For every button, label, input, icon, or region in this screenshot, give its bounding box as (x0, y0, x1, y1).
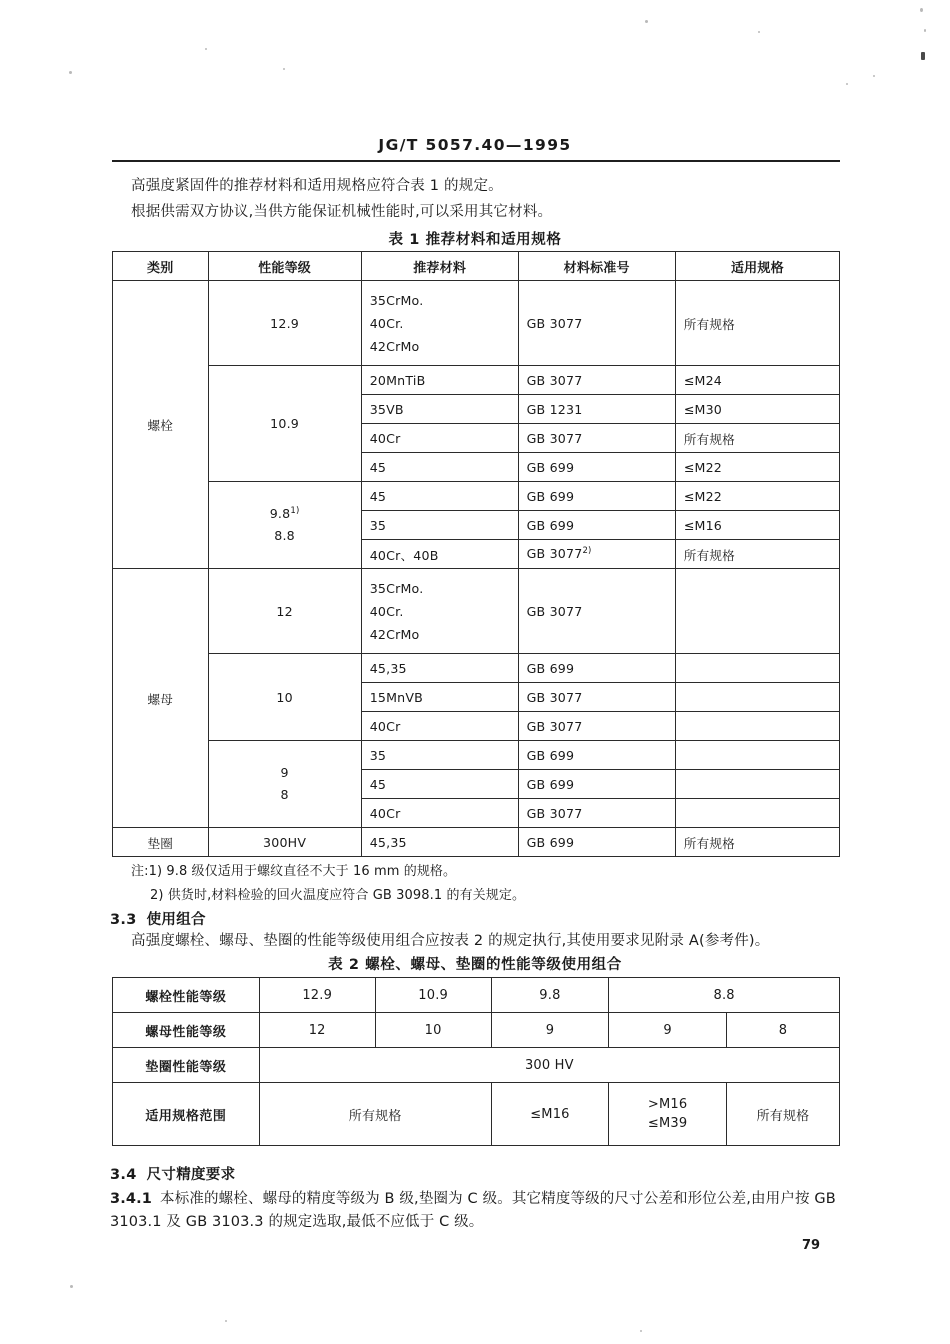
table2-row-label: 垫圈性能等级 (113, 1048, 260, 1083)
table2-row (113, 1083, 840, 1146)
table2-cell: 8.8 (609, 978, 840, 1013)
table2-cell: 9.8 (491, 978, 609, 1013)
table1-cell-standard: GB 699 (518, 770, 675, 799)
document-standard-code: JG/T 5057.40—1995 (378, 136, 572, 154)
header-divider-rule (112, 160, 840, 162)
table2-row-label: 螺栓性能等级 (113, 978, 260, 1013)
scan-speckle (758, 31, 760, 33)
table1-cell-standard: GB 1231 (518, 395, 675, 424)
table1-cell-standard: GB 3077 (518, 683, 675, 712)
table1-cell-grade: 12 (208, 569, 361, 654)
table2-cell: 9 (491, 1013, 609, 1048)
clause-3-4-title: 尺寸精度要求 (146, 1167, 236, 1183)
scan-speckle (225, 1320, 227, 1322)
clause-3-4-1-number: 3.4.1 (110, 1191, 153, 1207)
table1-cell-material: 40Cr (361, 799, 518, 828)
table1-cell-material: 45 (361, 770, 518, 799)
table1-cell-grade: 10.9 (208, 366, 361, 482)
table1-cell-standard: GB 3077 (518, 366, 675, 395)
table1-cell-material: 40Cr (361, 424, 518, 453)
table1-cell-spec: ≤M30 (675, 395, 839, 424)
table2-cell: 所有规格 (726, 1083, 839, 1146)
clause-3-3-title: 使用组合 (146, 912, 206, 928)
table1-row (113, 741, 840, 770)
scan-speckle (924, 29, 926, 32)
table2-cell: 10.9 (375, 978, 491, 1013)
page-number: 79 (802, 1238, 821, 1253)
table2-cell: >M16 ≤M39 (609, 1083, 727, 1146)
table1-cell-standard: GB 3077 (518, 712, 675, 741)
table1-row (113, 654, 840, 683)
table1-cell-standard: GB 3077 (518, 424, 675, 453)
scan-speckle (283, 68, 285, 70)
table1-cell-standard: GB 699 (518, 828, 675, 857)
table2-cell: 8 (726, 1013, 839, 1048)
table1-row (113, 482, 840, 511)
table1-note-2: 2) 供货时,材料检验的回火温度应符合 GB 3098.1 的有关规定。 (150, 888, 526, 903)
table1-cell-spec: ≤M16 (675, 511, 839, 540)
table1-cell-material: 45,35 (361, 828, 518, 857)
table1-cell-spec: 所有规格 (675, 540, 839, 569)
table2-cell: 300 HV (259, 1048, 839, 1083)
table1-cell-standard: GB 3077 (518, 281, 675, 366)
table1-cell-material: 40Cr (361, 712, 518, 741)
table1-cell-material: 45 (361, 482, 518, 511)
table1-col-header-material: 推荐材料 (361, 252, 518, 281)
table1-cell-grade: 12.9 (208, 281, 361, 366)
table1-row (113, 366, 840, 395)
table1-cell-standard: GB 3077 (518, 799, 675, 828)
clause-3-4-heading (110, 1163, 235, 1184)
table1-cell-category: 螺母 (113, 569, 209, 828)
clause-3-3-number: 3.3 (110, 912, 137, 928)
scan-speckle (640, 1330, 642, 1332)
table1-cell-material: 20MnTiB (361, 366, 518, 395)
table1-cell-spec (675, 712, 839, 741)
table1-cell-spec (675, 770, 839, 799)
table2-cell: 12.9 (259, 978, 375, 1013)
table1-note-1: 注:1) 9.8 级仅适用于螺纹直径不大于 16 mm 的规格。 (131, 864, 457, 879)
clause-3-4-1-paragraph (110, 1188, 840, 1234)
table2-cell: 所有规格 (259, 1083, 491, 1146)
table1-cell-grade: 9 8 (208, 741, 361, 828)
table1-cell-spec (675, 799, 839, 828)
table1-header-row (113, 252, 840, 281)
table1-cell-material: 35CrMo. 40Cr. 42CrMo (361, 281, 518, 366)
scan-speckle (921, 52, 925, 60)
table-grade-combinations (112, 977, 840, 1146)
table1-cell-spec: 所有规格 (675, 281, 839, 366)
table1-cell-standard: GB 3077 (518, 569, 675, 654)
table1-col-header-spec: 适用规格 (675, 252, 839, 281)
table1-cell-spec: ≤M24 (675, 366, 839, 395)
table1-cell-material: 45,35 (361, 654, 518, 683)
scan-speckle (70, 1285, 73, 1288)
table1-col-header-category: 类别 (113, 252, 209, 281)
table2-row (113, 1013, 840, 1048)
clause-3-4-1-body: 本标准的螺栓、螺母的精度等级为 B 级,垫圈为 C 级。其它精度等级的尺寸公差和形位公差,由用户按 GB 3103.1 及 GB 3103.3 的规定选取,最低不应低于 C 级。 (110, 1191, 836, 1231)
table1-cell-spec (675, 654, 839, 683)
table1-cell-standard: GB 699 (518, 511, 675, 540)
table1-cell-material: 35 (361, 741, 518, 770)
table2-row-label: 适用规格范围 (113, 1083, 260, 1146)
table2-cell: 9 (609, 1013, 727, 1048)
scan-speckle (69, 71, 72, 74)
table-recommended-materials (112, 251, 840, 857)
table1-col-header-standard: 材料标准号 (518, 252, 675, 281)
table1-cell-standard: GB 3077$^{2)}$ (518, 540, 675, 569)
scan-speckle (645, 20, 648, 23)
intro-paragraph-2: 根据供需双方协议,当供方能保证机械性能时,可以采用其它材料。 (131, 204, 553, 220)
table1-cell-spec: 所有规格 (675, 424, 839, 453)
table1-cell-material: 45 (361, 453, 518, 482)
table2-row (113, 1048, 840, 1083)
table1-cell-material: 35VB (361, 395, 518, 424)
table1-cell-spec: 所有规格 (675, 828, 839, 857)
table1-cell-category: 螺栓 (113, 281, 209, 569)
scan-speckle (846, 83, 848, 85)
table1-cell-standard: GB 699 (518, 482, 675, 511)
table2-row (113, 978, 840, 1013)
table2-row-label: 螺母性能等级 (113, 1013, 260, 1048)
scan-speckle (873, 75, 875, 77)
table1-row (113, 569, 840, 654)
table1-cell-grade: 9.8$^{1)}$ 8.8 (208, 482, 361, 569)
table1-cell-grade: 10 (208, 654, 361, 741)
table1-cell-category: 垫圈 (113, 828, 209, 857)
table2-cell: 10 (375, 1013, 491, 1048)
table1-col-header-grade: 性能等级 (208, 252, 361, 281)
clause-3-3-body: 高强度螺栓、螺母、垫圈的性能等级使用组合应按表 2 的规定执行,其使用要求见附录 A(参考件)。 (131, 933, 770, 949)
scan-speckle (205, 48, 207, 50)
table1-cell-spec (675, 683, 839, 712)
table2-caption: 表 2 螺栓、螺母、垫圈的性能等级使用组合 (328, 957, 622, 973)
table1-cell-material: 15MnVB (361, 683, 518, 712)
table1-cell-standard: GB 699 (518, 741, 675, 770)
intro-paragraph-1: 高强度紧固件的推荐材料和适用规格应符合表 1 的规定。 (131, 178, 503, 194)
table1-cell-spec: ≤M22 (675, 453, 839, 482)
table1-cell-standard: GB 699 (518, 453, 675, 482)
table1-cell-material: 35 (361, 511, 518, 540)
table1-row (113, 828, 840, 857)
table1-caption: 表 1 推荐材料和适用规格 (388, 232, 562, 248)
table1-cell-material: 40Cr、40B (361, 540, 518, 569)
table1-cell-standard: GB 699 (518, 654, 675, 683)
table2-cell: 12 (259, 1013, 375, 1048)
clause-3-3-heading (110, 908, 206, 929)
table1-cell-spec (675, 569, 839, 654)
table1-cell-spec: ≤M22 (675, 482, 839, 511)
table1-cell-grade: 300HV (208, 828, 361, 857)
table1-row (113, 281, 840, 366)
table2-cell: ≤M16 (491, 1083, 609, 1146)
clause-3-4-number: 3.4 (110, 1167, 137, 1183)
table1-cell-spec (675, 741, 839, 770)
scan-speckle (920, 8, 923, 12)
table1-cell-material: 35CrMo. 40Cr. 42CrMo (361, 569, 518, 654)
